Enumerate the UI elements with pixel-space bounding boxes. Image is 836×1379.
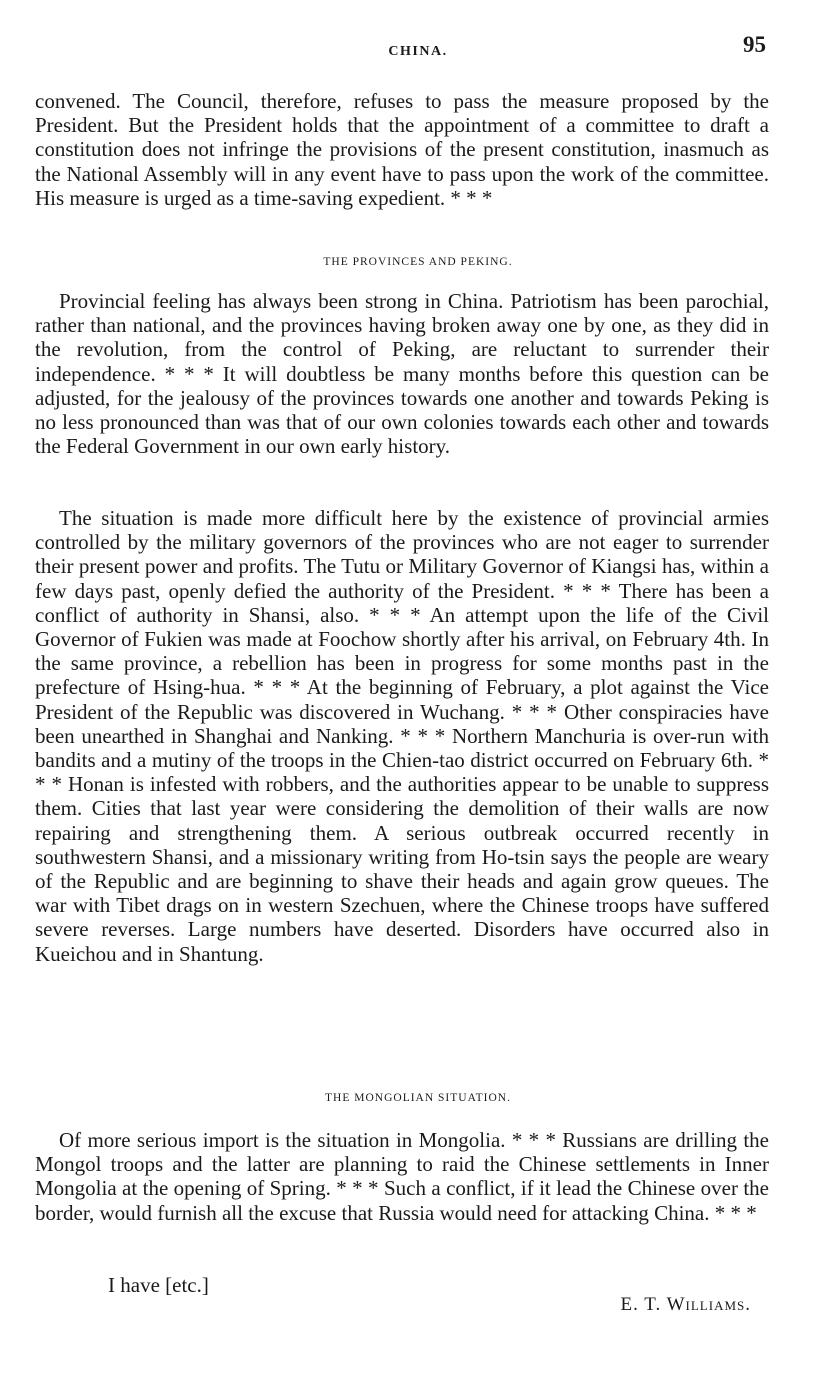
closing-salutation: I have [etc.]	[108, 1273, 209, 1297]
section-heading-provinces: THE PROVINCES AND PEKING.	[323, 256, 513, 268]
paragraph-situation: The situation is made more difficult here by the existence of provincial armies controlled by the military governors of the provinces who are not eager to surrender their present power and profits. The Tutu or Military Governor of Kiangsi has, within a few days past, openly defied the authority of the President. * * * There has been a conflict of authority in Shansi, also. * * * An attempt upon the life of the Civil Governor of Fukien was made at Foochow shortly after his arrival, on February 4th. In the same province, a rebellion has been in progress for some months past in the prefecture of Hsing-hua. * * * At the beginning of February, a plot against the Vice President of the Republic was discovered in Wuchang. * * * Other conspiracies have been unearthed in Shanghai and Nanking. * * * Northern Manchuria is over-run with bandits and a mutiny of the troops in the Chien-tao district occurred on February 6th. * * * Honan is infested with robbers, and the authorities appear to be unable to suppress them. Cities that last year were considering the demolition of their walls are now repairing and strengthening them. A serious outbreak occurred recently in southwestern Shansi, and a missionary writing from Ho-tsin says the people are weary of the Republic and are beginning to shave their heads and again grow queues. The war with Tibet drags on in western Szechuen, where the Chinese troops have suffered severe reverses. Large numbers have deserted. Disorders have occurred also in Kueichou and in Shantung.	[35, 506, 769, 966]
section-heading-mongolian: THE MONGOLIAN SITUATION.	[325, 1092, 511, 1104]
running-title: CHINA.	[388, 44, 448, 59]
paragraph-council: convened. The Council, therefore, refuses to pass the measure proposed by the President. But the President holds that the appointment of a committee to draft a constitution does not infringe the provisions of the present constitution, inasmuch as the National Assembly will in any event have to pass upon the work of the committee. His measure is urged as a time-saving expedient. * * *	[35, 89, 769, 210]
paragraph-mongolia: Of more serious import is the situation in Mongolia. * * * Russians are drilling the Mongol troops and the latter are planning to raid the Chinese settlements in Inner Mongolia at the opening of Spring. * * * Such a conflict, if it lead the Chinese over the border, would furnish all the excuse that Russia would need for attacking China. * * *	[35, 1128, 769, 1225]
paragraph-provincial-feeling: Provincial feeling has always been strong in China. Patriotism has been parochial, rather than national, and the provinces having broken away one by one, as they did in the revolution, from the control of Peking, are reluctant to surrender their independence. * * * It will doubtless be many months before this question can be adjusted, for the jealousy of the provinces towards one another and towards Peking is no less pronounced than was that of our own colonies towards each other and towards the Federal Government in our own early history.	[35, 289, 769, 459]
page-number: 95	[743, 32, 766, 57]
signature: E. T. Williams.	[620, 1294, 751, 1315]
